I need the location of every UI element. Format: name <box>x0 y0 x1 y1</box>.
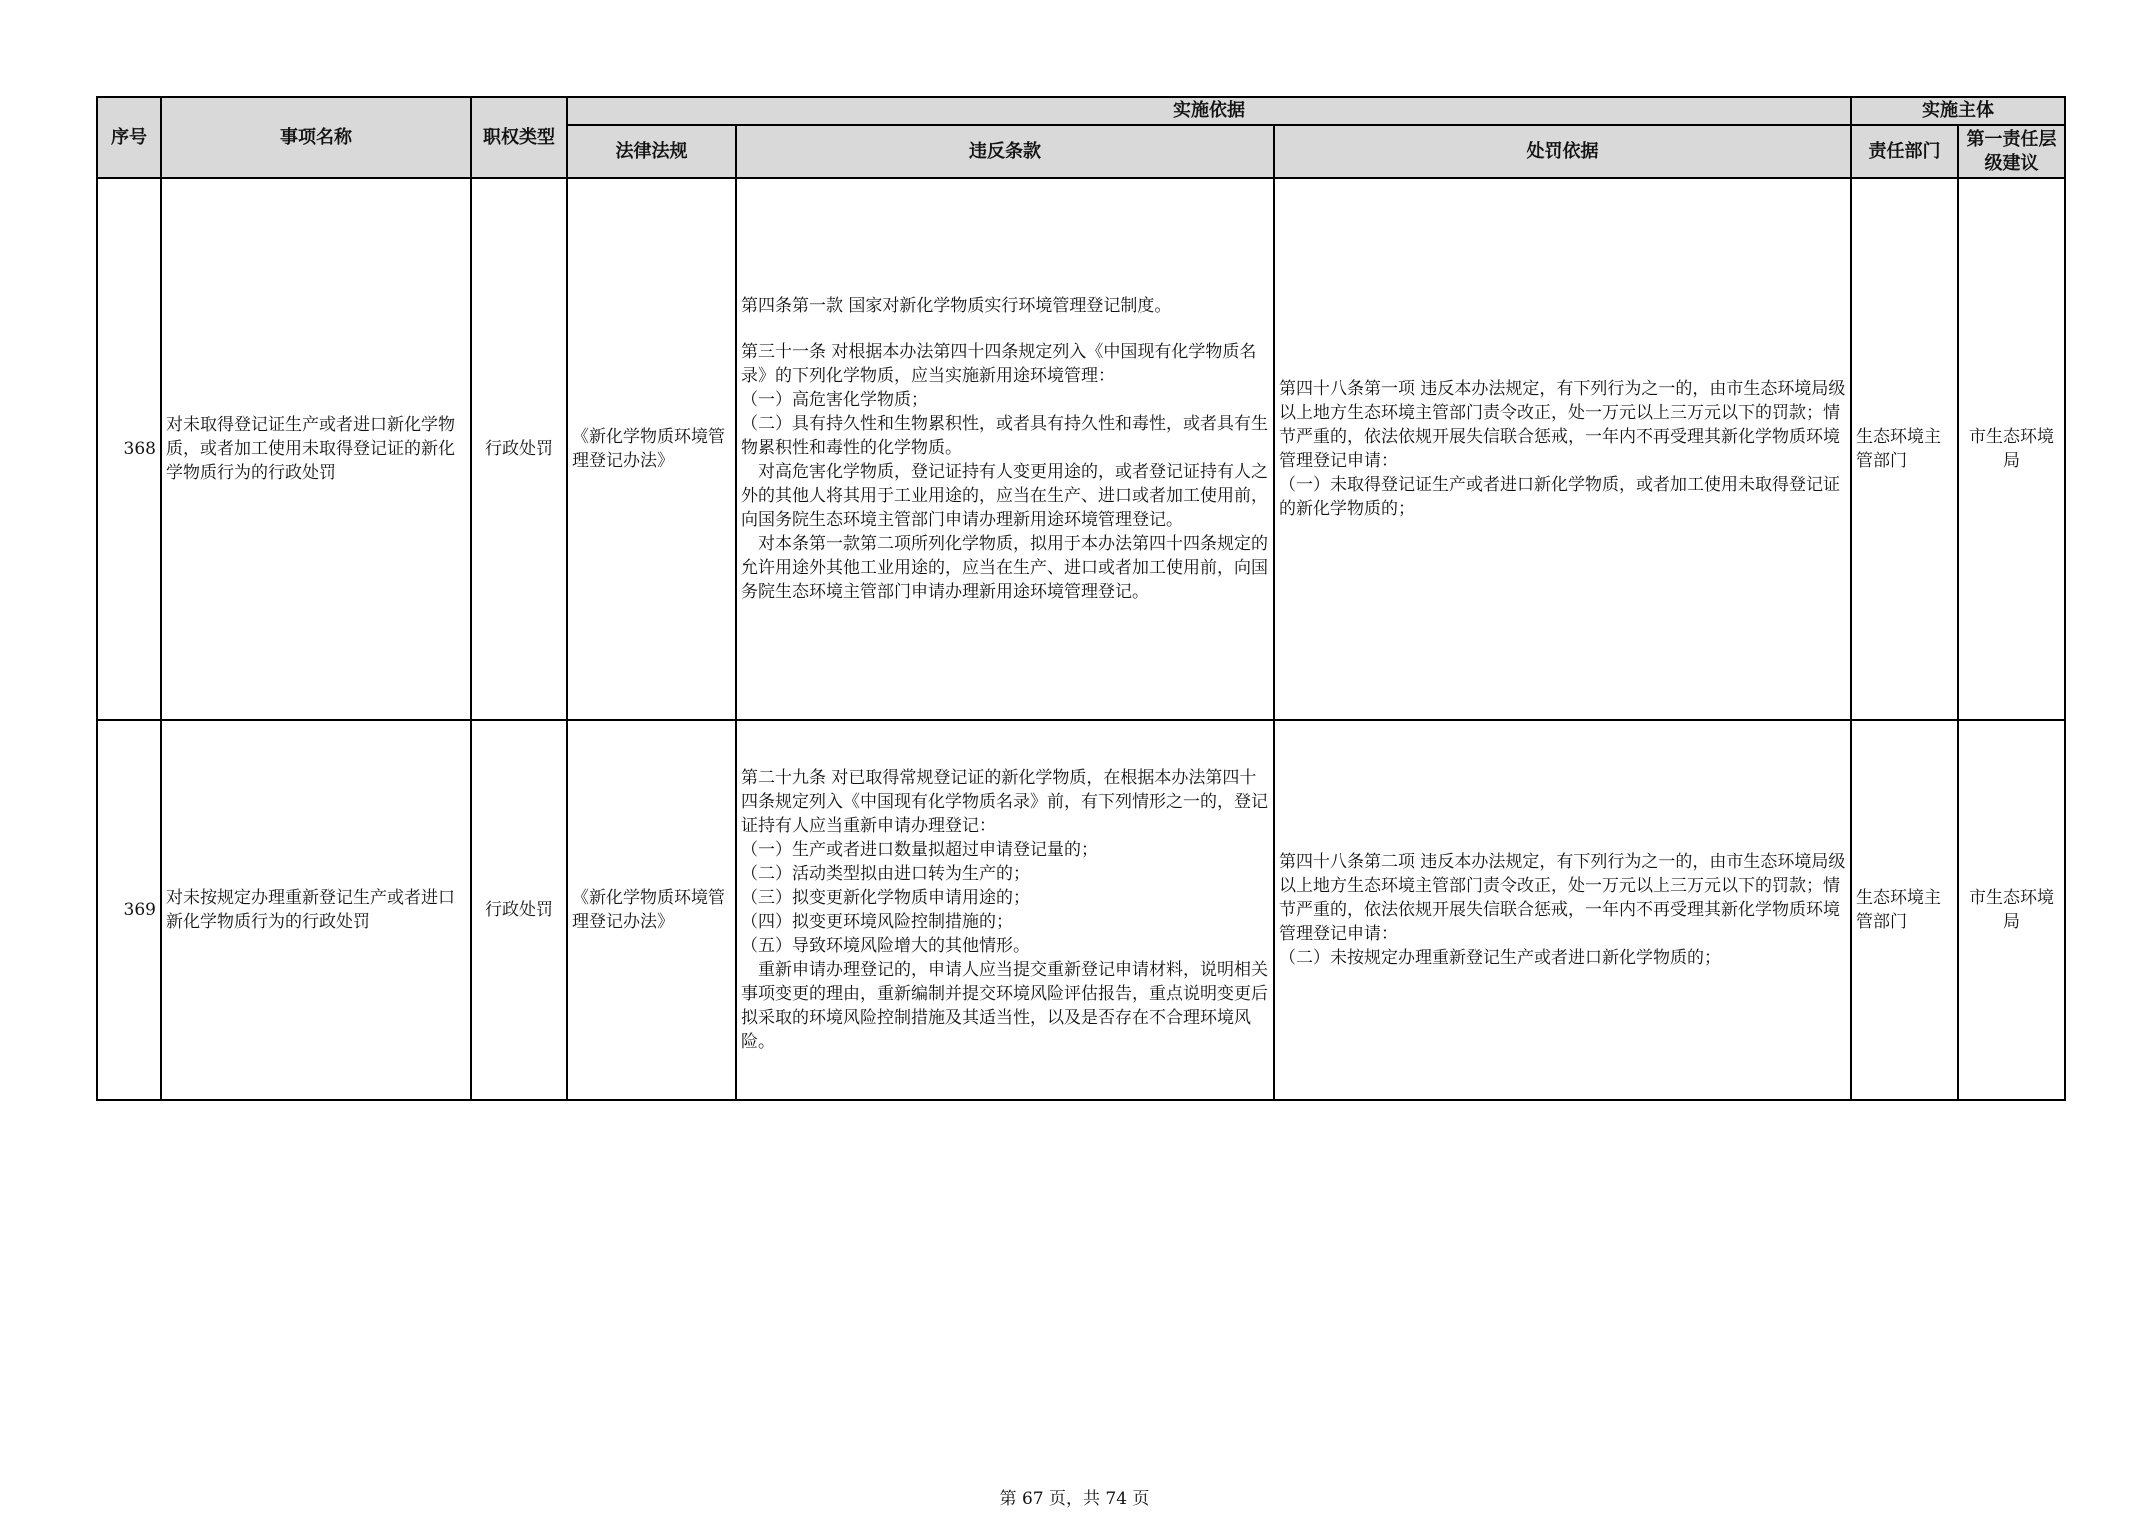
row-dept: 生态环境主管部门 <box>1851 178 1958 720</box>
header-violation: 违反条款 <box>736 125 1274 178</box>
header-item-name: 事项名称 <box>161 97 471 178</box>
violation-paragraph: （三）拟变更新化学物质申请用途的； <box>741 888 1030 908</box>
header-subject-group: 实施主体 <box>1851 97 2065 125</box>
table-row <box>97 178 2065 720</box>
row-law: 《新化学物质环境管理登记办法》 <box>567 178 736 720</box>
row-seq: 369 <box>97 720 161 1100</box>
violation-paragraph: （四）拟变更环境风险控制措施的； <box>741 912 1013 932</box>
table-row <box>97 720 2065 1100</box>
header-basis-group: 实施依据 <box>567 97 1851 125</box>
row-penalty <box>1274 178 1851 720</box>
row-law: 《新化学物质环境管理登记办法》 <box>567 720 736 1100</box>
row-dept: 生态环境主管部门 <box>1851 720 1958 1100</box>
violation-paragraph: 对本条第一款第二项所列化学物质，拟用于本办法第四十四条规定的允许用途外其他工业用途的，应当在生产、进口或者加工使用前，向国务院生态环境主管部门申请办理新用途环境管理登记。 <box>741 534 1268 602</box>
violation-paragraph: （一）生产或者进口数量拟超过申请登记量的； <box>741 840 1098 860</box>
header-power-type: 职权类型 <box>471 97 567 178</box>
row-penalty <box>1274 720 1851 1100</box>
violation-paragraph: 第三十一条 对根据本办法第四十四条规定列入《中国现有化学物质名录》的下列化学物质，应当实施新用途环境管理： <box>741 342 1257 386</box>
row-power-type: 行政处罚 <box>471 720 567 1100</box>
row-violation <box>736 720 1274 1100</box>
enforcement-table <box>96 96 2066 1101</box>
row-seq: 368 <box>97 178 161 720</box>
violation-paragraph: 第四条第一款 国家对新化学物质实行环境管理登记制度。 <box>741 296 1172 316</box>
header-law: 法律法规 <box>567 125 736 178</box>
header-level: 第一责任层级建议 <box>1958 125 2065 178</box>
row-violation <box>736 178 1274 720</box>
penalty-paragraph: 第四十八条第二项 违反本办法规定，有下列行为之一的，由市生态环境局级以上地方生态环境主管部门责令改正，处一万元以上三万元以下的罚款；情节严重的，依法依规开展失信联合惩戒，一年内不再受理其新化学物质环境管理登记申请： <box>1279 852 1846 944</box>
row-level: 市生态环境局 <box>1958 720 2065 1100</box>
penalty-paragraph: （二）未按规定办理重新登记生产或者进口新化学物质的； <box>1279 948 1721 968</box>
violation-paragraph: 重新申请办理登记的，申请人应当提交重新登记申请材料，说明相关事项变更的理由，重新编制并提交环境风险评估报告，重点说明变更后拟采取的环境风险控制措施及其适当性，以及是否存在不合理环境风险。 <box>741 960 1268 1052</box>
row-power-type: 行政处罚 <box>471 178 567 720</box>
row-level: 市生态环境局 <box>1958 178 2065 720</box>
violation-paragraph: （一）高危害化学物质； <box>741 390 928 410</box>
header-row-1 <box>97 97 2065 125</box>
violation-paragraph: （二）活动类型拟由进口转为生产的； <box>741 864 1030 884</box>
penalty-paragraph: 第四十八条第一项 违反本办法规定，有下列行为之一的，由市生态环境局级以上地方生态环境主管部门责令改正，处一万元以上三万元以下的罚款；情节严重的，依法依规开展失信联合惩戒，一年内不再受理其新化学物质环境管理登记申请： <box>1279 379 1846 471</box>
row-item-name: 对未按规定办理重新登记生产或者进口新化学物质行为的行政处罚 <box>161 720 471 1100</box>
page-number: 第 67 页，共 74 页 <box>999 1489 1150 1509</box>
violation-paragraph: （五）导致环境风险增大的其他情形。 <box>741 936 1030 956</box>
row-item-name: 对未取得登记证生产或者进口新化学物质，或者加工使用未取得登记证的新化学物质行为的行政处罚 <box>161 178 471 720</box>
penalty-paragraph: （一）未取得登记证生产或者进口新化学物质，或者加工使用未取得登记证的新化学物质的； <box>1279 475 1840 519</box>
header-dept: 责任部门 <box>1851 125 1958 178</box>
violation-paragraph: 对高危害化学物质，登记证持有人变更用途的，或者登记证持有人之外的其他人将其用于工业用途的，应当在生产、进口或者加工使用前，向国务院生态环境主管部门申请办理新用途环境管理登记。 <box>741 462 1268 530</box>
violation-paragraph: （二）具有持久性和生物累积性，或者具有持久性和毒性，或者具有生物累积性和毒性的化学物质。 <box>741 414 1268 458</box>
violation-paragraph: 第二十九条 对已取得常规登记证的新化学物质，在根据本办法第四十四条规定列入《中国现有化学物质名录》前，有下列情形之一的，登记证持有人应当重新申请办理登记： <box>741 768 1268 836</box>
header-penalty: 处罚依据 <box>1274 125 1851 178</box>
header-seq: 序号 <box>97 97 161 178</box>
